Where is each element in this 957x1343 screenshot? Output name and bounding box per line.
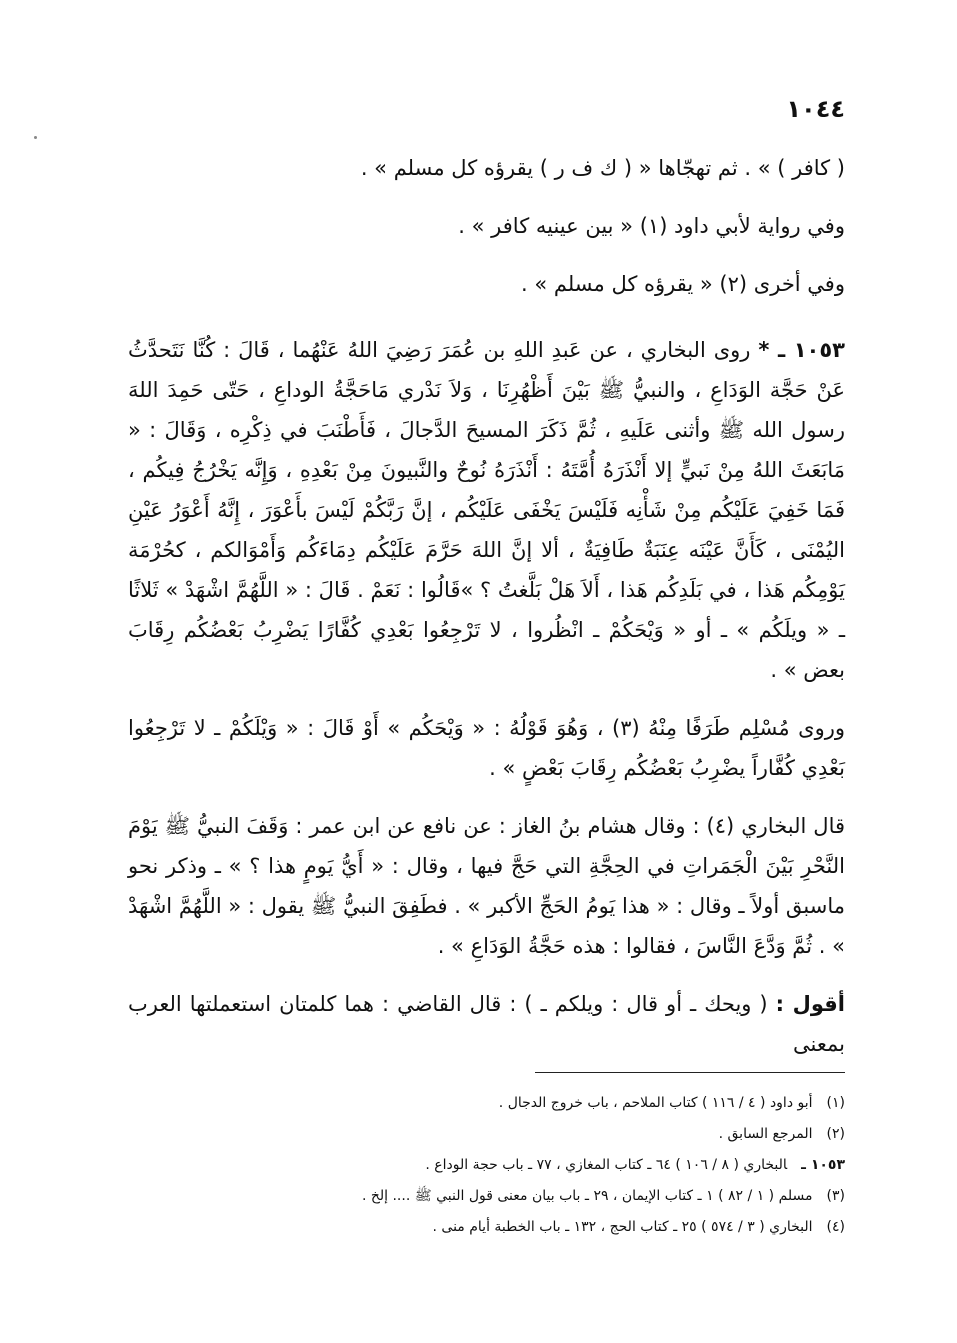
paragraph	[128, 806, 845, 966]
commentary-paragraph	[128, 984, 845, 1064]
paragraph-text: ( ويحك ـ أو قال : ويلكم ـ ) : قال القاضي : هما كلمتان استعملتها العرب بمعنى	[128, 992, 845, 1056]
scan-speck	[34, 136, 37, 139]
footnote-text: أبو داود ( ٤ / ١١٦ ) كتاب الملاحم ، باب خروج الدجال .	[498, 1095, 813, 1111]
hadith-number: ١٠٥٣ ـ *	[758, 338, 845, 362]
footnote-number: (٢)	[826, 1126, 845, 1142]
footnote	[200, 1150, 845, 1181]
footnote-number: ١٠٥٣ ـ	[801, 1157, 845, 1173]
footnote-text: البخاري ( ٣ / ٥٧٤ ) ٢٥ ـ كتاب الحج ، ١٣٢ ـ باب الخطبة أيام منى .	[432, 1219, 813, 1235]
paragraph	[128, 148, 845, 188]
footnote-number: (٤)	[826, 1219, 845, 1235]
footnote-text: المرجع السابق .	[718, 1126, 813, 1142]
footnote-divider	[535, 1072, 845, 1073]
footnote-text: البخاري ( ٨ / ١٠٦ ) ٦٤ ـ كتاب المغازي ، ٧٧ ـ باب حجة الوداع .	[425, 1157, 788, 1173]
paragraph	[128, 264, 845, 304]
main-text	[128, 148, 845, 1064]
paragraph-text: ( كافر ) » . ثم تهجّاها « ( ك ف ر ) يقرؤه كل مسلم » .	[360, 156, 845, 180]
footnote	[200, 1088, 845, 1119]
footnote	[200, 1181, 845, 1212]
footnote-number: (٣)	[826, 1188, 845, 1204]
footnote-number: (١)	[826, 1095, 845, 1111]
footnote-text: مسلم ( ١ / ٨٢ ) ١ ـ كتاب الإيمان ، ٢٩ ـ باب بيان معنى قول النبي ﷺ .... إلخ .	[361, 1188, 813, 1204]
footnote	[200, 1119, 845, 1150]
page-number: ١٠٤٤	[786, 95, 845, 123]
commentary-lead: أقول :	[775, 992, 845, 1016]
paragraph	[128, 708, 845, 788]
paragraph-text: وفي أخرى (٢) « يقرؤه كل مسلم » .	[521, 272, 845, 296]
footnotes	[200, 1088, 845, 1243]
paragraph-text: قال البخاري (٤) : وقال هشام بنُ الغاز : عن نافع عن ابن عمر : وَقَفَ النبيُّ ﷺ يَوْمَ النَّحْرِ بَيْنَ الْجَمَراتِ في الحِجَّةِ التي حَجَّ فيها ، وقال : « أَيُّ يَومٍ هذا ؟ » ـ وذكر نحو ماسبق أولاً ـ وقال : « هذا يَومُ الحَجِّ الأكبر » . فطَفِقَ النبيُّ ﷺ يقول : « اللَّهُمَّ اشْهَدْ » . ثُمَّ وَدَّعَ النَّاسَ ، فقالوا : هذه حَجَّةُ الوَدَاعِ » .	[128, 814, 846, 958]
hadith-paragraph	[128, 330, 845, 690]
footnote	[200, 1212, 845, 1243]
paragraph	[128, 206, 845, 246]
paragraph-text: وفي رواية لأبي داود (١) « بين عينيه كافر » .	[458, 214, 845, 238]
paragraph-text: روى البخاري ، عن عَبدِ اللهِ بن عُمَرَ رَضِيَ اللهُ عَنْهُما ، قَالَ : كُنَّا نَتَحدَّثُ عَنْ حَجَّة الوَدَاعِ ، والنبيُّ ﷺ بَيْنَ أَظْهُرِنَا ، وَلاَ نَدْري مَاحَجَّةُ الوداعِ ، حَتّى حَمِدَ اللهَ رسول الله ﷺ وأثنى عَلَيهِ ، ثُمَّ ذَكَرَ المسيحَ الدَّجالَ ، فَأَطْنَبَ في ذِكْرِه ، وَقَالَ : « مَابَعَثَ اللهُ مِنْ نَبيٍّ إلا أَنْذَرَهُ أُمَّتَهُ : أَنْذَرَهُ نُوحٌ والنَّبيونَ مِنْ بَعْدِهِ ، وَإِنَّه يَخْرُجُ فِيكُم ، فَمَا خَفِيَ عَلَيْكُم مِنْ شَأْنِه فَلَيْسَ يَخْفَى عَلَيْكُم ، إنَّ رَبَّكُمْ لَيْسَ بأَعْوَرَ ، إِنَّهُ أَعْوَرُ عَيْنِ اليُمْنَى ، كَأَنَّ عَيْنَه عِنَبَةٌ طَافِيَةٌ ، ألا إنَّ اللهَ حَرَّمَ عَلَيْكُم دِمَاءَكُم وَأَمْوَالكم ، كحُرْمَة يَوْمِكُم هَذا ، في بَلَدِكُم هَذا ، أَلاَ هَلْ بَلَّغتُ ؟ »قَالُوا : نَعَمْ . قَالَ : « اللَّهُمَّ اشْهَدْ » ثَلاثًا ـ « ويلَكُم » ـ أو « وَيْحَكُمْ ـ انْظُروا ، لا تَرْجِعُوا بَعْدِي كُفَّارًا يَضْرِبُ بَعْضُكُم رِقَابَ بعض » .	[128, 338, 845, 682]
paragraph-text: وروى مُسْلِم طَرَفًا مِنْهُ (٣) ، وَهُوَ قَوْلُهُ : « وَيْحَكُم » أَوْ قَالَ : « وَيْلَكُمْ ـ لا تَرْجِعُوا بَعْدِي كُفَّاراً يضْرِبُ بَعْضُكُم رِقَابَ بَعْضٍ » .	[128, 716, 845, 780]
